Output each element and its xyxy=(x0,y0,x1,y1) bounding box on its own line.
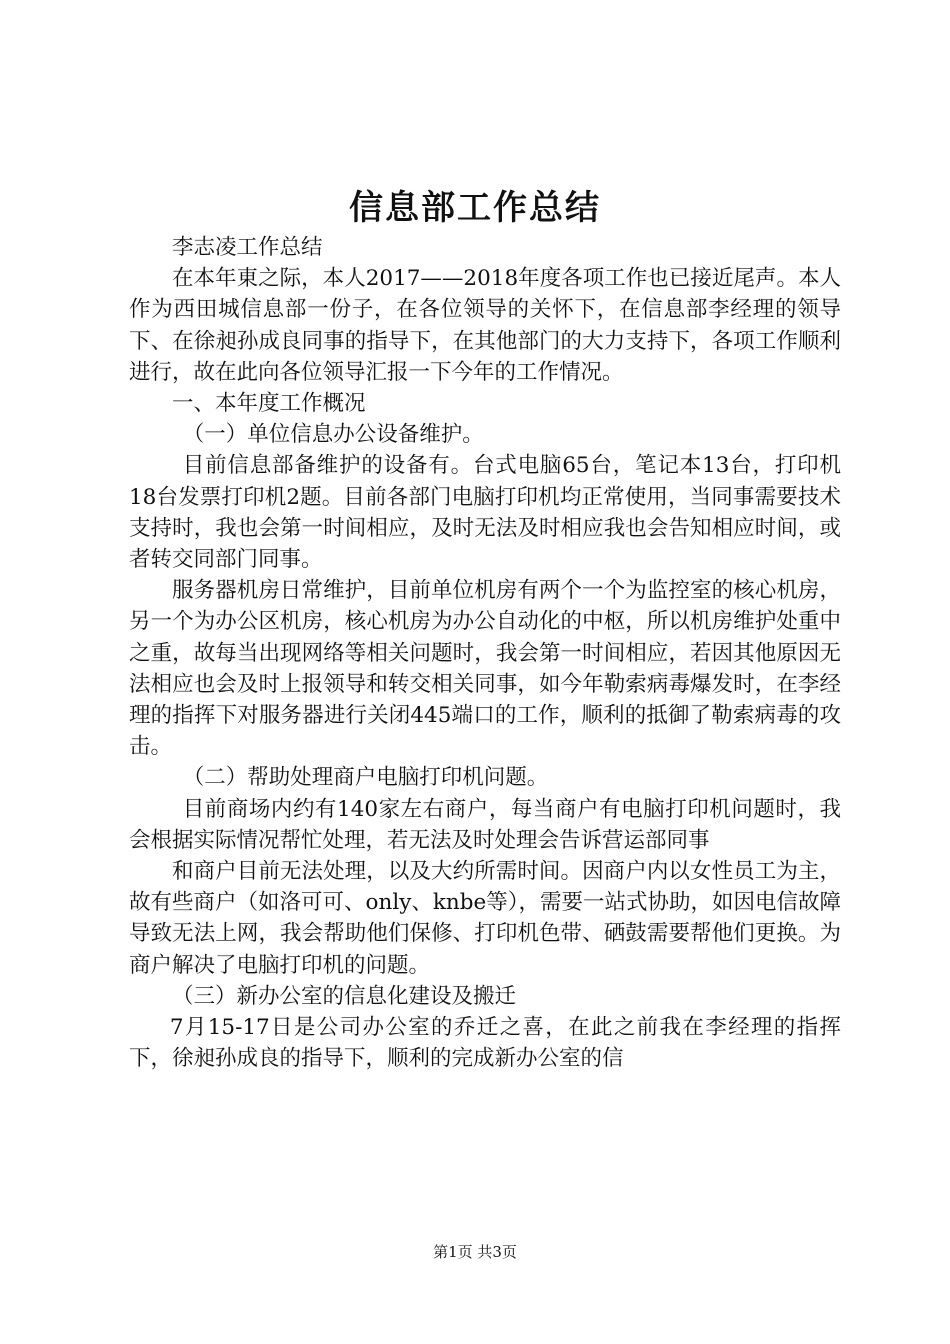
section-heading-overview: 一、本年度工作概况 xyxy=(172,391,366,417)
paragraph-equipment: 目前信息部备维护的设备有。台式电脑65台，笔记本13台，打印机18台发票打印机2题。目前各部门电脑打印机均正常使用，当同事需要技术支持时，我也会第一时间相应，及时无法及时相应我也会告知相应时间，或者转交同部门同事。 xyxy=(129,453,841,573)
paragraph-merchants: 目前商场内约有140家左右商户，每当商户有电脑打印机问题时，我会根据实际情况帮忙处理，若无法及时处理会告诉营运部同事 xyxy=(129,796,841,853)
document-body xyxy=(129,232,841,1074)
subsection-heading-equipment: （一）单位信息办公设备维护。 xyxy=(182,422,484,448)
page-footer: 第1页 共3页 xyxy=(433,1243,517,1261)
intro-paragraph: 在本年東之际，本人2017——2018年度各项工作也已接近尾声。本人作为西田城信息部一份子，在各位领导的关怀下，在信息部李经理的领导下、在徐昶孙成良同事的指导下，在其他部门的大力支持下，各项工作顺利进行，故在此向各位领导汇报一下今年的工作情况。 xyxy=(129,266,841,385)
paragraph-new-office: 7月15-17日是公司办公室的乔迁之喜，在此之前我在李经理的指挥下，徐昶孙成良的指导下，顺利的完成新办公室的信 xyxy=(129,1015,841,1072)
subsection-heading-new-office: （三）新办公室的信息化建设及搬迁 xyxy=(172,983,517,1009)
subsection-heading-merchants: （二）帮助处理商户电脑打印机问题。 xyxy=(182,765,549,791)
author-line: 李志凌工作总结 xyxy=(172,235,323,260)
paragraph-server-room: 服务器机房日常维护，目前单位机房有两个一个为监控室的核心机房，另一个为办公区机房，核心机房为办公自动化的中枢，所以机房维护处重中之重，故每当出现网络等相关问题时，我会第一时间相应，若因其他原因无法相应也会及时上报领导和转交相关同事，如今年勒索病毒爆发时，在李经理的指挥下对服务器进行关闭445端口的工作，顺利的抵御了勒索病毒的攻击。 xyxy=(129,578,841,760)
paragraph-merchants-continued: 和商户目前无法处理，以及大约所需时间。因商户内以女性员工为主，故有些商户（如洛可可、only、knbe等），需要一站式协助，如因电信故障导致无法上网，我会帮助他们保修、打印机色带、硒鼓需要帮他们更换。为商户解决了电脑打印机的问题。 xyxy=(129,859,841,978)
document-title: 信息部工作总结 xyxy=(349,188,601,228)
